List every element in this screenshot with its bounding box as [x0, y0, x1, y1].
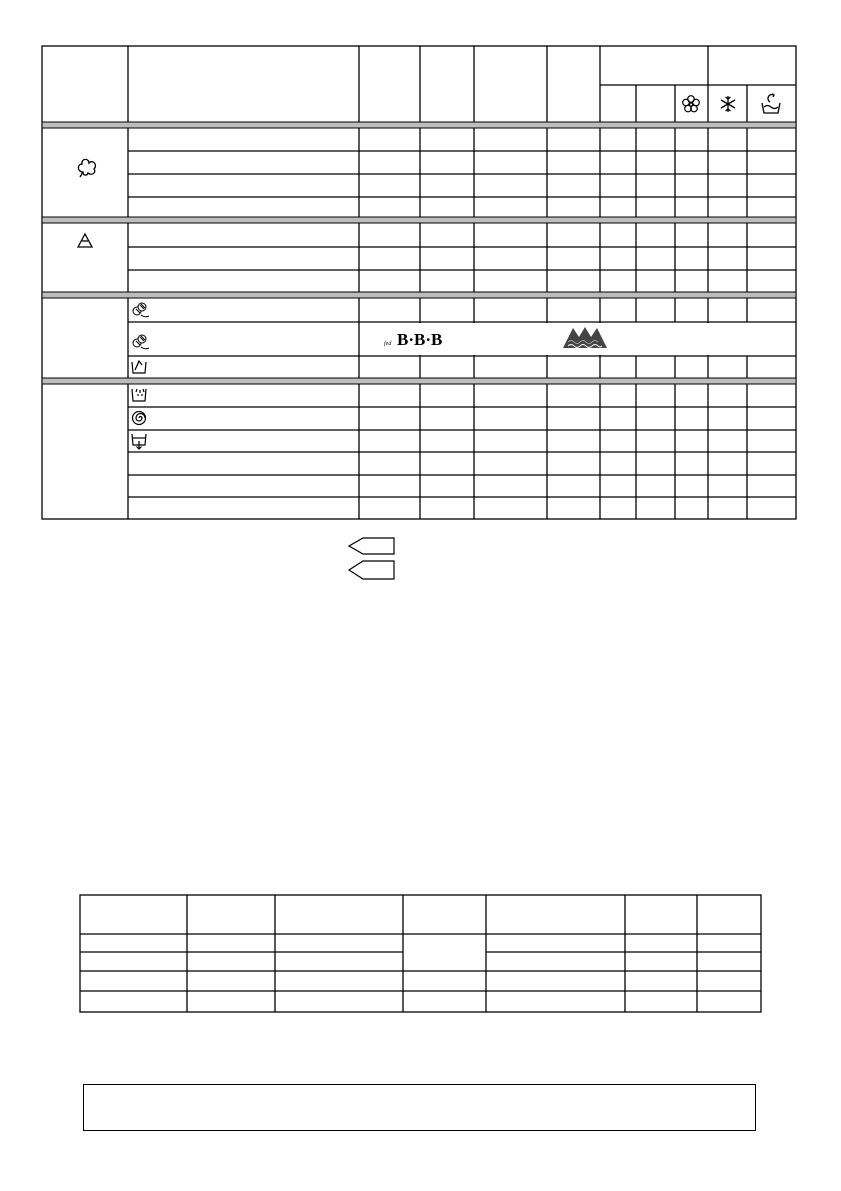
bbb-mark: B·B·B: [397, 330, 443, 349]
bbb-prefix: fed: [384, 341, 392, 347]
note-box: [83, 1084, 756, 1131]
